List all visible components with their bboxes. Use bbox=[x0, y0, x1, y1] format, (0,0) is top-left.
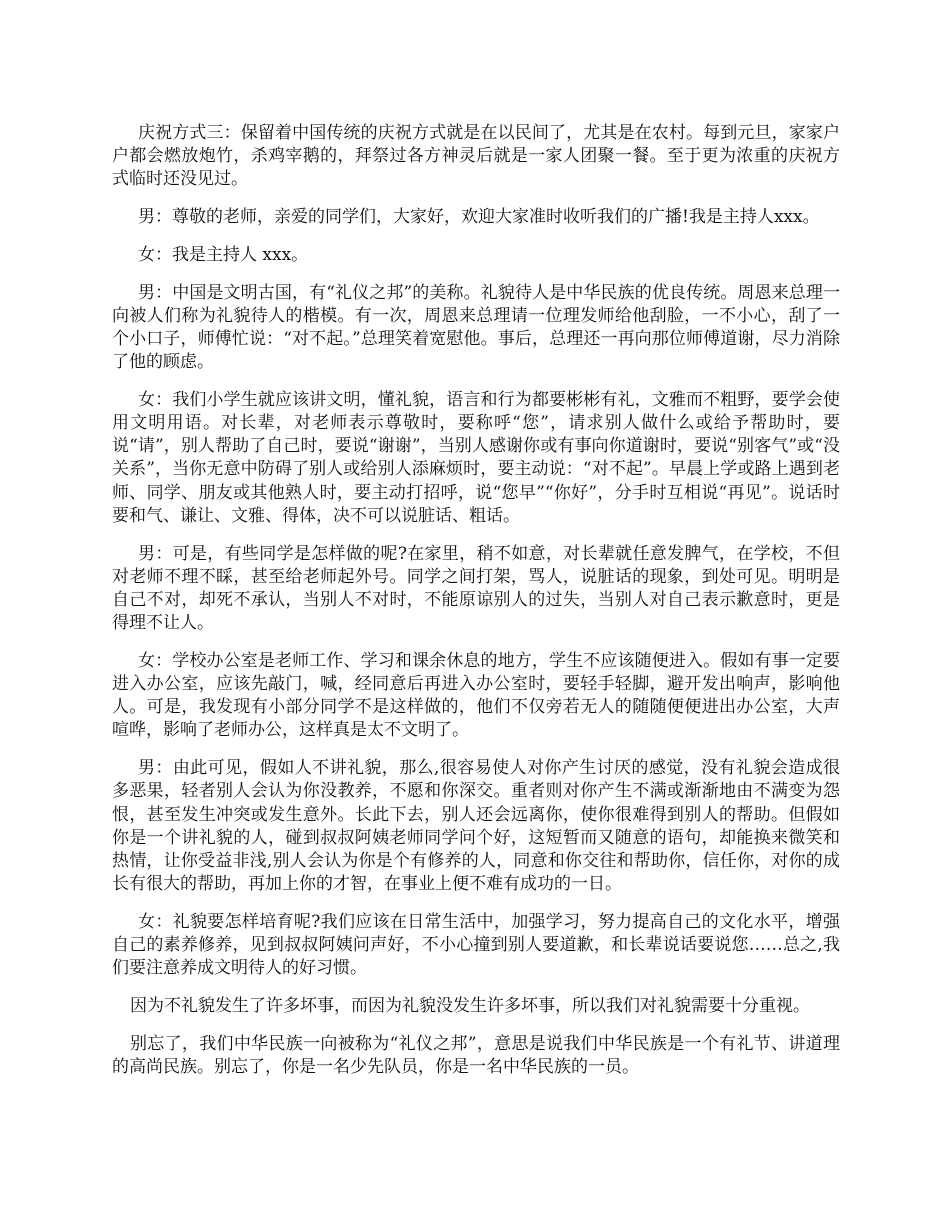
paragraph-nation-of-etiquette: 别忘了，我们中华民族一向被称为“礼仪之邦”，意思是说我们中华民族是一个有礼节、讲道理的高尚民族。别忘了，你是一名少先队员，你是一名中华民族的一员。 bbox=[112, 1033, 840, 1077]
document-body bbox=[112, 122, 840, 1094]
paragraph-cultivating-manners: 女：礼貌要怎样培育呢?我们应该在日常生活中，加强学习，努力提高自己的文化水平，增强自己的素养修养，见到叔叔阿姨问声好，不小心撞到别人要道歉，和长辈说话要说您……总之,我们要注意养成文明待人的好习惯。 bbox=[112, 911, 840, 979]
paragraph-office-etiquette: 女：学校办公室是老师工作、学习和课余休息的地方，学生不应该随便进入。假如有事一定要进入办公室，应该先敲门，喊，经同意后再进入办公室时，要轻手轻脚，避开发出响声，影响他人。可是，我发现有小部分同学不是这样做的，他们不仅旁若无人的随随便便进出办公室，大声喧哗，影响了老师办公，这样真是太不文明了。 bbox=[112, 650, 840, 741]
paragraph-celebration-style-three: 庆祝方式三：保留着中国传统的庆祝方式就是在以民间了，尤其是在农村。每到元旦，家家户户都会燃放炮竹，杀鸡宰鹅的，拜祭过各方神灵后就是一家人团聚一餐。至于更为浓重的庆祝方式临时还没见过。 bbox=[112, 123, 840, 190]
paragraph-female-host-intro: 女：我是主持人 xxx。 bbox=[138, 244, 309, 265]
paragraph-bad-behavior: 男：可是，有些同学是怎样做的呢?在家里，稍不如意，对长辈就任意发脾气，在学校，不但对老师不理不睬，甚至给老师起外号。同学之间打架，骂人，说脏话的现象，到处可见。明明是自己不对，却死不承认，当别人不对时，不能原谅别人的过失，当别人对自己表示歉意时，更是得理不让人。 bbox=[112, 543, 840, 634]
paragraph-male-host-greeting: 男：尊敬的老师，亲爱的同学们，大家好，欢迎大家准时收听我们的广播!我是主持人xxx。 bbox=[138, 207, 820, 228]
paragraph-zhou-enlai-story: 男：中国是文明古国，有“礼仪之邦”的美称。礼貌待人是中华民族的优良传统。周恩来总理一向被人们称为礼貌待人的楷模。有一次，周恩来总理请一位理发师给他刮脸，一不小心，刮了一个小口子，师傅忙说：“对不起。”总理笑着宽慰他。事后，总理还一再向那位师傅道谢，尽力消除了他的顾虑。 bbox=[112, 282, 840, 373]
paragraph-value-courtesy: 因为不礼貌发生了许多坏事，而因为礼貌没发生许多坏事，所以我们对礼貌需要十分重视。 bbox=[130, 996, 810, 1016]
paragraph-consequences: 男：由此可见，假如人不讲礼貌，那么,很容易使人对你产生讨厌的感觉，没有礼貌会造成很多恶果，轻者别人会认为你没教养，不愿和你深交。重者则对你产生不满或渐渐地由不满变为怨恨，甚至发生冲突或发生意外。长此下去，别人还会远离你，使你很难得到别人的帮助。但假如你是一个讲礼貌的人，碰到叔叔阿姨老师同学问个好，这短暂而又随意的语句，却能换来微笑和热情，让你受益非浅,别人会认为你是个有修养的人，同意和你交往和帮助你，信任你，对你的成长有很大的帮助，再加上你的才智，在事业上便不难有成功的一日。 bbox=[112, 758, 840, 895]
paragraph-civil-language: 女：我们小学生就应该讲文明，懂礼貌，语言和行为都要彬彬有礼，文雅而不粗野，要学会使用文明用语。对长辈，对老师表示尊敬时，要称呼“您”，请求别人做什么或给予帮助时，要说“请”，别人帮助了自己时，要说“谢谢”，当别人感谢你或有事向你道谢时，要说“别客气”或“没关系”，当你无意中防碍了别人或给别人添麻烦时，要主动说：“对不起”。早晨上学或路上遇到老师、同学、朋友或其他熟人时，要主动打招呼，说“您早”“你好”，分手时互相说“再见”。说话时要和气、谦让、文雅、得体，决不可以说脏话、粗话。 bbox=[112, 389, 840, 526]
